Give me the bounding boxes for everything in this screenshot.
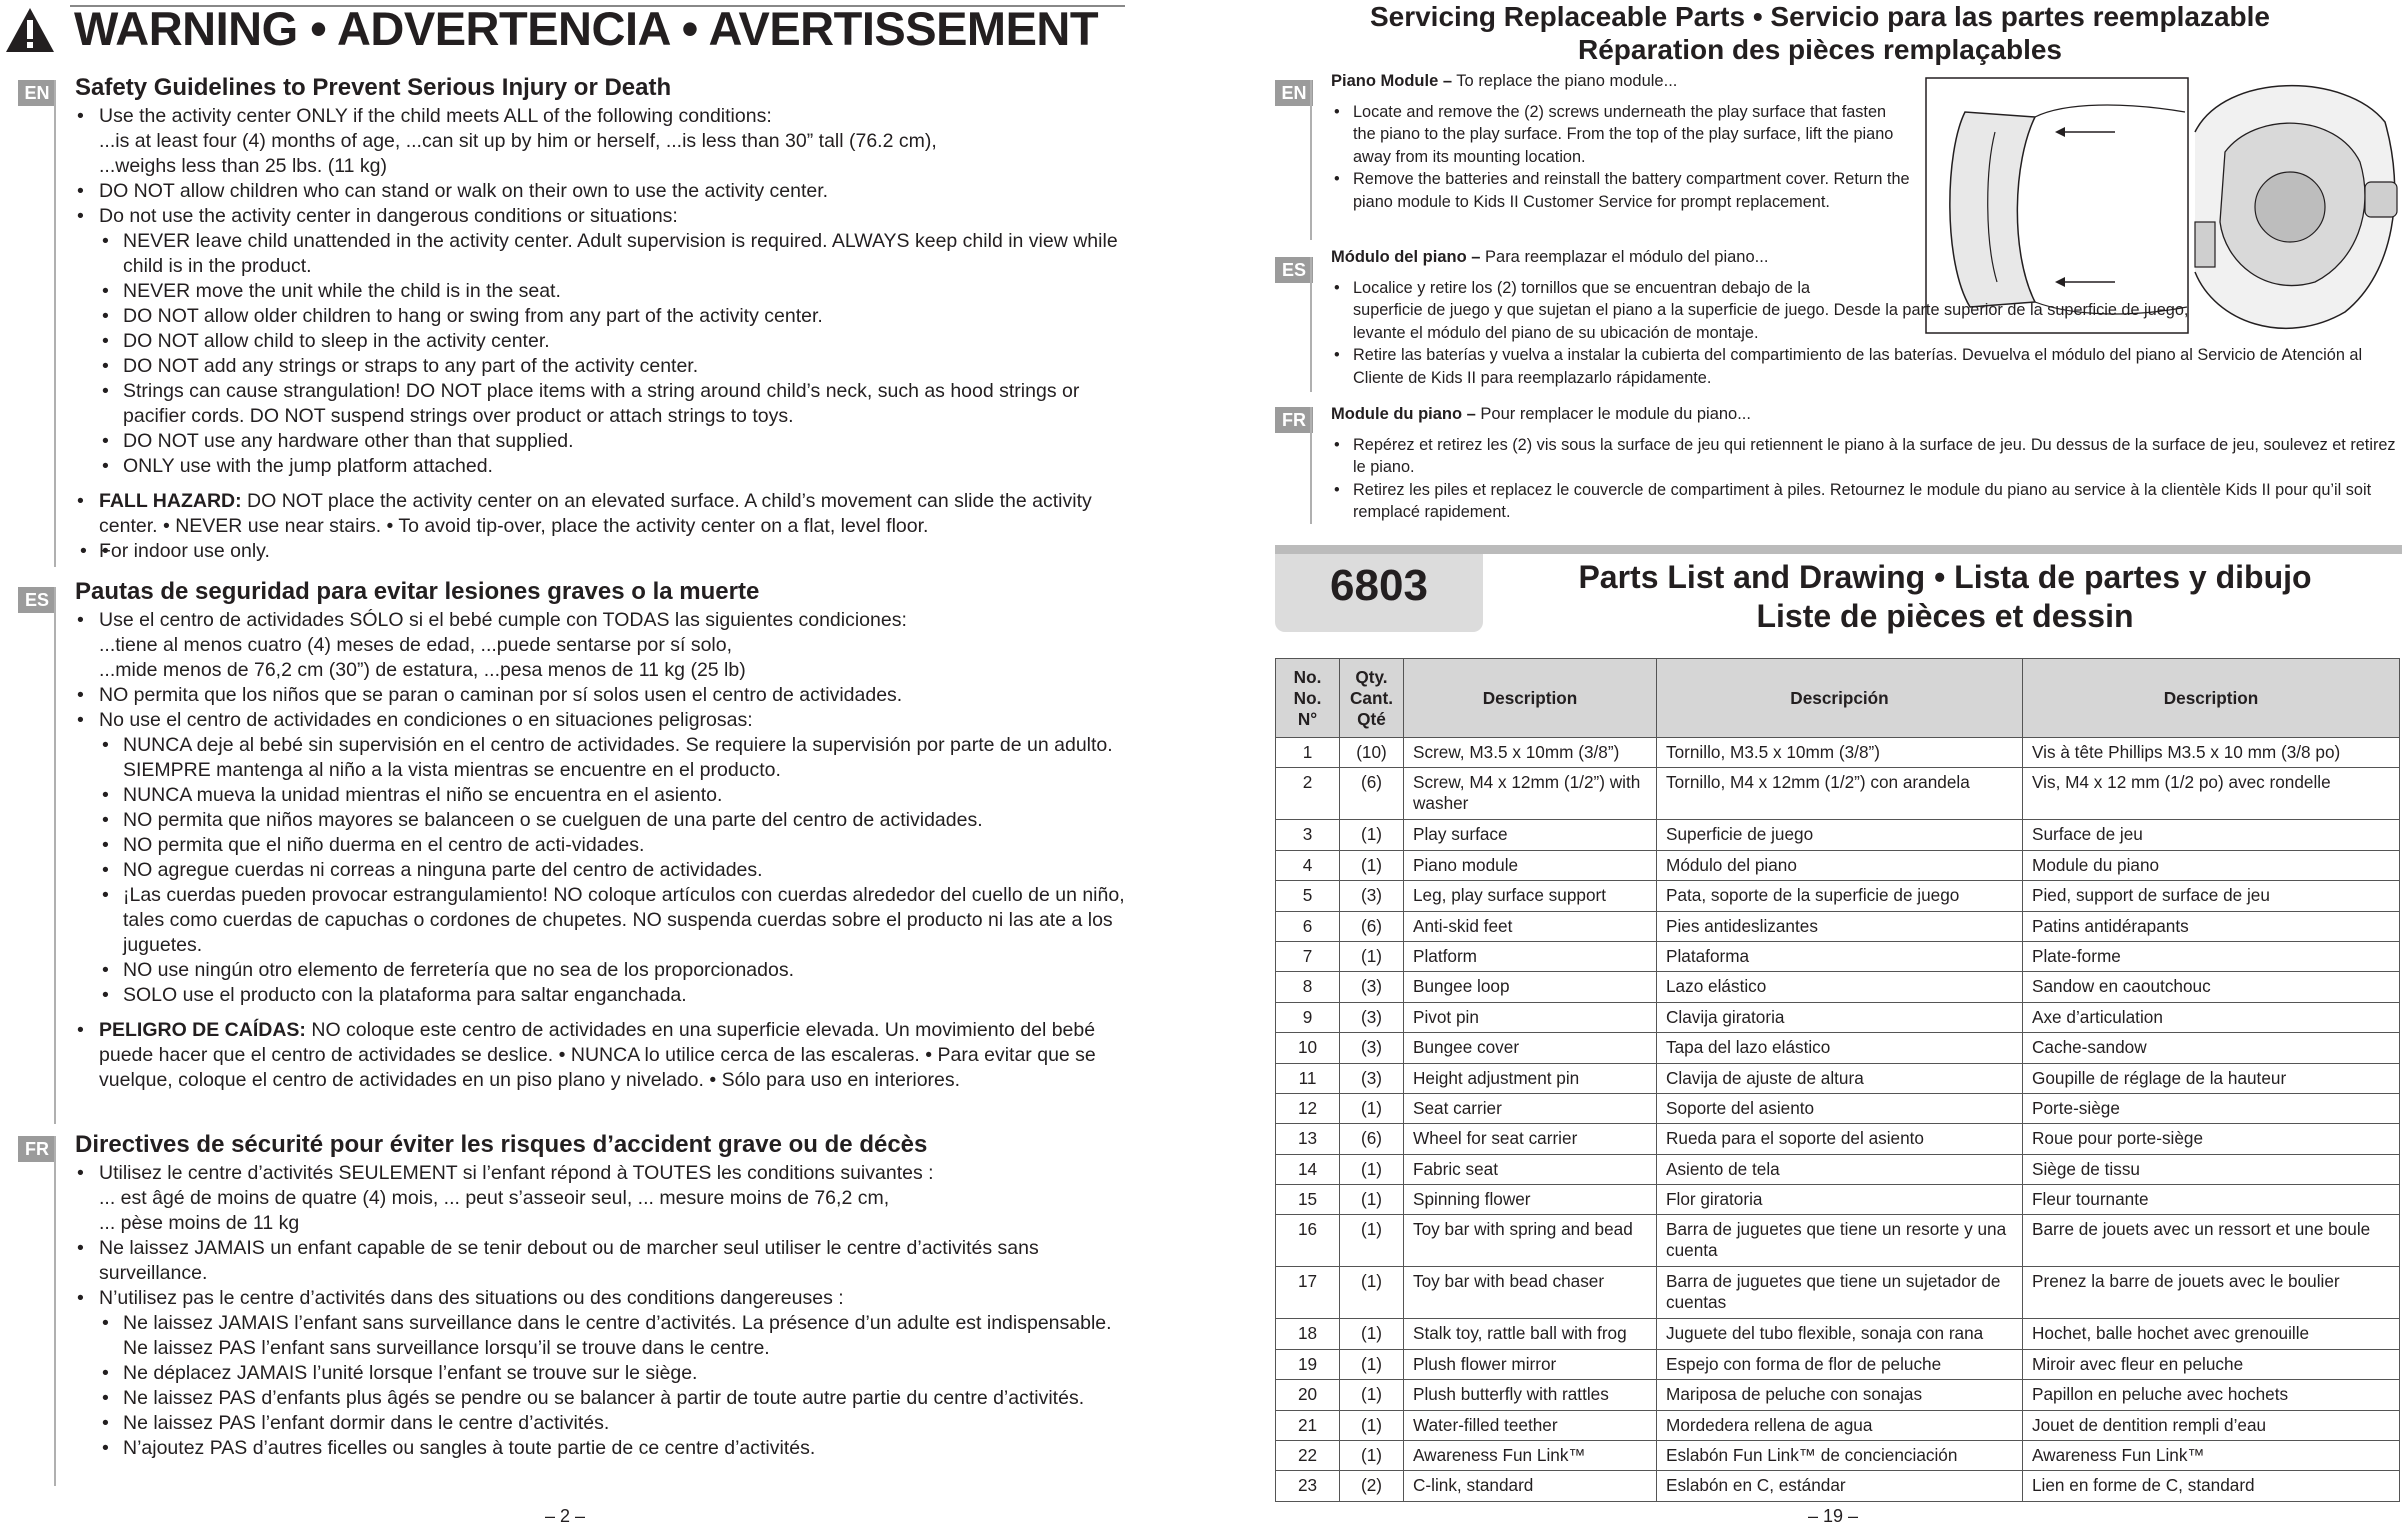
part-desc-en: Fabric seat [1404,1154,1657,1184]
part-qty: (1) [1340,1349,1404,1379]
model-number-tab: 6803 [1275,554,1483,632]
header-description-fr: Description [2023,659,2400,738]
part-desc-es: Clavija giratoria [1657,1002,2023,1032]
part-desc-en: Anti-skid feet [1404,911,1657,941]
bullet-text: • N’utilisez pas le centre d’activités dans des situations ou des conditions dangereuses : [75,1286,1135,1311]
part-number: 19 [1276,1349,1340,1379]
part-desc-es: Soporte del asiento [1657,1093,2023,1123]
part-number: 20 [1276,1380,1340,1410]
sub-bullet: • DO NOT allow older children to hang or swing from any part of the activity center. [75,304,1135,329]
part-desc-es: Tornillo, M3.5 x 10mm (3/8”) [1657,738,2023,768]
sub-bullet: • DO NOT allow child to sleep in the activity center. [75,329,1135,354]
part-number: 12 [1276,1093,1340,1123]
part-desc-es: Eslabón en C, estándar [1657,1471,2023,1501]
part-qty: (1) [1340,1410,1404,1440]
table-row [1276,1185,2400,1215]
part-number: 23 [1276,1471,1340,1501]
part-qty: (3) [1340,1033,1404,1063]
sub-bullet: • NO agregue cuerdas ni correas a ninguna parte del centro de actividades. [75,858,1135,883]
table-row [1276,1319,2400,1349]
part-qty: (1) [1340,1093,1404,1123]
part-qty: (3) [1340,972,1404,1002]
sub-bullet: • NO permita que niños mayores se balanceen o se cuelguen de una parte del centro de actividades. [75,808,1135,833]
table-row [1276,1002,2400,1032]
part-qty: (1) [1340,941,1404,971]
part-desc-fr: Prenez la barre de jouets avec le boulier [2023,1267,2400,1319]
table-row [1276,1093,2400,1123]
bullet-text: • NO permita que los niños que se paran o caminan por sí solos usen el centro de actividades. [75,683,1135,708]
part-qty: (3) [1340,881,1404,911]
part-desc-fr: Awareness Fun Link™ [2023,1441,2400,1471]
part-desc-en: Platform [1404,941,1657,971]
part-desc-es: Tapa del lazo elástico [1657,1033,2023,1063]
service-rule-fr [1310,407,1312,524]
safety-section-es [75,577,1135,1093]
part-desc-fr: Vis à tête Phillips M3.5 x 10 mm (3/8 po) [2023,738,2400,768]
page-number-right: – 19 – [1808,1506,1859,1526]
part-desc-fr: Patins antidérapants [2023,911,2400,941]
sub-bullet: • N’ajoutez PAS d’autres ficelles ou sangles à toute partie de ce centre d’activités. [75,1436,1135,1461]
part-number: 4 [1276,850,1340,880]
part-desc-fr: Barre de jouets avec un ressort et une boule [2023,1215,2400,1267]
section-heading-en: Safety Guidelines to Prevent Serious Injury or Death [75,74,672,101]
part-number: 7 [1276,941,1340,971]
safety-section-fr [75,1130,1135,1461]
part-number: 8 [1276,972,1340,1002]
header-qty: Qty. Cant. Qté [1340,659,1404,738]
part-desc-en: Plush flower mirror [1404,1349,1657,1379]
sub-bullet: • NUNCA mueva la unidad mientras el niño se encuentra en el asiento. [75,783,1135,808]
header-description-es: Descripción [1657,659,2023,738]
part-number: 15 [1276,1185,1340,1215]
part-number: 5 [1276,881,1340,911]
part-desc-en: Bungee cover [1404,1033,1657,1063]
part-number: 10 [1276,1033,1340,1063]
lang-badge-en: EN [18,80,56,106]
part-qty: (3) [1340,1063,1404,1093]
part-desc-es: Plataforma [1657,941,2023,971]
parts-table [1275,658,2400,1502]
part-desc-en: Seat carrier [1404,1093,1657,1123]
part-qty: (1) [1340,1154,1404,1184]
table-row [1276,1410,2400,1440]
part-number: 22 [1276,1441,1340,1471]
part-desc-fr: Siège de tissu [2023,1154,2400,1184]
service-bullet: • Repérez et retirez les (2) vis sous la surface de jeu qui retiennent le piano à la surface de jeu. Du dessus de la surface de jeu, soulevez et retirez le piano. [1331,434,2401,479]
part-desc-es: Tornillo, M4 x 12mm (1/2”) con arandela [1657,768,2023,820]
part-number: 13 [1276,1124,1340,1154]
indoor-note: • • For indoor use only. [75,539,1135,564]
sub-bullet: • DO NOT use any hardware other than that supplied. [75,429,1135,454]
bullet-conditions: • Use el centro de actividades SÓLO si el bebé cumple con TODAS las siguientes condiciones: ...tiene al menos cuatro (4) meses de edad, ...puede sentarse por sí solo, ...mide menos de 76,2 cm (30”) de estatura, ...pesa menos de 11 kg (25 lb) [75,608,1135,683]
part-desc-fr: Cache-sandow [2023,1033,2400,1063]
table-row [1276,1267,2400,1319]
part-desc-es: Barra de juguetes que tiene un resorte y una cuenta [1657,1215,2023,1267]
part-desc-en: Water-filled teether [1404,1410,1657,1440]
part-number: 17 [1276,1267,1340,1319]
part-desc-fr: Fleur tournante [2023,1185,2400,1215]
lang-badge-fr: FR [18,1136,56,1162]
part-desc-en: Screw, M3.5 x 10mm (3/8”) [1404,738,1657,768]
part-desc-es: Asiento de tela [1657,1154,2023,1184]
parts-list-title: Parts List and Drawing • Lista de partes y dibujo Liste de pièces et dessin [1578,559,2312,634]
table-row [1276,1471,2400,1501]
part-qty: (2) [1340,1471,1404,1501]
page-number-left: – 2 – [545,1506,586,1526]
part-desc-fr: Jouet de dentition rempli d’eau [2023,1410,2400,1440]
sub-bullet: • Strings can cause strangulation! DO NOT place items with a string around child’s neck, such as hood strings or pacifier cords. DO NOT suspend strings over product or attach strings to toys. [75,379,1135,429]
part-qty: (6) [1340,768,1404,820]
part-desc-fr: Sandow en caoutchouc [2023,972,2400,1002]
part-desc-fr: Axe d’articulation [2023,1002,2400,1032]
service-bullet: • Locate and remove the (2) screws underneath the play surface that fasten the piano to the play surface. From the top of the play surface, lift the piano away from its mounting location. [1331,101,1911,169]
section-rule-es [54,587,56,1124]
part-desc-es: Flor giratoria [1657,1185,2023,1215]
part-number: 21 [1276,1410,1340,1440]
part-number: 14 [1276,1154,1340,1184]
part-desc-fr: Roue pour porte-siège [2023,1124,2400,1154]
part-desc-en: Stalk toy, rattle ball with frog [1404,1319,1657,1349]
part-desc-fr: Goupille de réglage de la hauteur [2023,1063,2400,1093]
part-desc-fr: Module du piano [2023,850,2400,880]
service-section-es [1331,246,2391,389]
service-section-en [1331,70,1921,213]
table-row [1276,738,2400,768]
part-desc-fr: Miroir avec fleur en peluche [2023,1349,2400,1379]
table-row [1276,850,2400,880]
part-desc-fr: Vis, M4 x 12 mm (1/2 po) avec rondelle [2023,768,2400,820]
part-desc-es: Rueda para el soporte del asiento [1657,1124,2023,1154]
part-desc-en: Toy bar with bead chaser [1404,1267,1657,1319]
service-section-fr [1331,403,2401,524]
service-lang-badge-fr: FR [1275,407,1313,433]
part-qty: (3) [1340,1002,1404,1032]
part-qty: (6) [1340,1124,1404,1154]
part-desc-en: Toy bar with spring and bead [1404,1215,1657,1267]
part-number: 11 [1276,1063,1340,1093]
service-bullet: • Remove the batteries and reinstall the battery compartment cover. Return the piano module to Kids II Customer Service for prompt replacement. [1331,168,1911,213]
part-number: 2 [1276,768,1340,820]
part-desc-es: Clavija de ajuste de altura [1657,1063,2023,1093]
service-bullet: • Retire las baterías y vuelva a instalar la cubierta del compartimiento de las baterías. Devuelva el módulo del piano al Servicio de Atención al Cliente de Kids II para reemplazarlo rápidamente. [1331,344,2391,389]
part-desc-fr: Plate-forme [2023,941,2400,971]
table-row [1276,1441,2400,1471]
part-desc-en: Wheel for seat carrier [1404,1124,1657,1154]
table-row [1276,768,2400,820]
warning-triangle-icon [4,6,56,54]
sub-bullet: • NEVER move the unit while the child is in the seat. [75,279,1135,304]
service-bullet: • Retirez les piles et replacez le couvercle de compartiment à piles. Retournez le module du piano au service à la clientèle Kids II pour qu’il soit remplacé rapidement. [1331,479,2401,524]
part-desc-es: Módulo del piano [1657,850,2023,880]
bullet-text: • Ne laissez JAMAIS un enfant capable de se tenir debout ou de marcher seul utiliser le centre d’activités sans surveillance. [75,1236,1135,1286]
part-desc-es: Mordedera rellena de agua [1657,1410,2023,1440]
table-row [1276,1215,2400,1267]
part-desc-es: Pies antideslizantes [1657,911,2023,941]
part-desc-en: Piano module [1404,850,1657,880]
part-desc-fr: Lien en forme de C, standard [2023,1471,2400,1501]
sub-bullet: • NUNCA deje al bebé sin supervisión en el centro de actividades. Se requiere la supervisión por parte de un adulto. SIEMPRE mantenga al niño a la vista mientras se encuentre en el producto. [75,733,1135,783]
sub-bullet: • Ne déplacez JAMAIS l’unité lorsque l’enfant se trouve sur le siège. [75,1361,1135,1386]
bullet-text: • No use el centro de actividades en condiciones o en situaciones peligrosas: [75,708,1135,733]
part-qty: (1) [1340,1319,1404,1349]
part-desc-es: Juguete del tubo flexible, sonaja con rana [1657,1319,2023,1349]
table-row [1276,972,2400,1002]
part-qty: (6) [1340,911,1404,941]
service-lang-badge-es: ES [1275,257,1313,283]
part-desc-es: Barra de juguetes que tiene un sujetador de cuentas [1657,1267,2023,1319]
section-heading-es: Pautas de seguridad para evitar lesiones graves o la muerte [75,578,760,605]
service-rule-en [1310,80,1312,240]
header-description-en: Description [1404,659,1657,738]
bullet-conditions: • Use the activity center ONLY if the child meets ALL of the following conditions: ...is at least four (4) months of age, ...can sit up by him or herself, ...is less than 30” tall (76.2 cm), ...weighs less than 25 lbs. (11 kg) [75,104,1135,179]
part-desc-en: Spinning flower [1404,1185,1657,1215]
table-row [1276,911,2400,941]
sub-bullet: • Ne laissez JAMAIS l’enfant sans surveillance dans le centre d’activités. La présence d’un adulte est indispensable. Ne laissez PAS l’enfant sans surveillance lorsqu’il se trouve dans le centre. [75,1311,1135,1361]
table-row [1276,1033,2400,1063]
bullet-text: • Do not use the activity center in dangerous conditions or situations: [75,204,1135,229]
part-desc-en: Bungee loop [1404,972,1657,1002]
table-row [1276,941,2400,971]
part-number: 6 [1276,911,1340,941]
service-heading-en: Piano Module – To replace the piano module... [1331,72,1678,90]
part-desc-es: Pata, soporte de la superficie de juego [1657,881,2023,911]
part-number: 3 [1276,820,1340,850]
table-row [1276,881,2400,911]
part-desc-en: C-link, standard [1404,1471,1657,1501]
sub-bullet: • NEVER leave child unattended in the activity center. Adult supervision is required. ALWAYS keep child in view while child is in the product. [75,229,1135,279]
bullet-text: • DO NOT allow children who can stand or walk on their own to use the activity center. [75,179,1135,204]
service-heading-fr: Module du piano – Pour remplacer le module du piano... [1331,405,1751,423]
table-row [1276,1063,2400,1093]
part-number: 18 [1276,1319,1340,1349]
parts-table-header [1276,659,2400,738]
service-heading-es: Módulo del piano – Para reemplazar el módulo del piano... [1331,248,1769,266]
part-desc-en: Play surface [1404,820,1657,850]
fall-hazard: • FALL HAZARD: DO NOT place the activity center on an elevated surface. A child’s movement can slide the activity center. • NEVER use near stairs. • To avoid tip-over, place the activity center on a flat, level floor. [75,489,1135,539]
sub-bullet: • DO NOT add any strings or straps to any part of the activity center. [75,354,1135,379]
part-desc-es: Lazo elástico [1657,972,2023,1002]
part-desc-en: Height adjustment pin [1404,1063,1657,1093]
part-desc-es: Eslabón Fun Link™ de concienciación [1657,1441,2023,1471]
sub-bullet: • SOLO use el producto con la plataforma para saltar enganchada. [75,983,1135,1008]
section-heading-fr: Directives de sécurité pour éviter les risques d’accident grave ou de décès [75,1131,928,1158]
part-qty: (1) [1340,1185,1404,1215]
part-qty: (1) [1340,1441,1404,1471]
service-lang-badge-en: EN [1275,80,1313,106]
fall-hazard: • PELIGRO DE CAÍDAS: NO coloque este centro de actividades en una superficie elevada. Un movimiento del bebé puede hacer que el centro de actividades se deslice. • NUNCA lo utilice cerca de las escaleras. • Para evitar que se vuelque, coloque el centro de actividades en un piso plano y nivelado. • Sólo para uso en interiores. [75,1018,1135,1093]
part-desc-en: Leg, play surface support [1404,881,1657,911]
sub-bullet: • ¡Las cuerdas pueden provocar estrangulamiento! NO coloque artículos con cuerdas alrededor del cuello de un niño, tales como cuerdas de capuchas o cordones de chupetes. NO suspenda cuerdas sobre el producto ni las ate a los juguetes. [75,883,1135,958]
part-desc-es: Mariposa de peluche con sonajas [1657,1380,2023,1410]
section-rule-en [54,80,56,567]
part-desc-en: Screw, M4 x 12mm (1/2”) with washer [1404,768,1657,820]
part-qty: (1) [1340,1267,1404,1319]
part-desc-en: Pivot pin [1404,1002,1657,1032]
section-rule-fr [54,1136,56,1486]
part-desc-es: Superficie de juego [1657,820,2023,850]
part-desc-fr: Surface de jeu [2023,820,2400,850]
table-row [1276,1349,2400,1379]
sub-bullet: • Ne laissez PAS l’enfant dormir dans le centre d’activités. [75,1411,1135,1436]
table-row [1276,820,2400,850]
safety-section-en [75,73,1135,564]
part-desc-es: Espejo con forma de flor de peluche [1657,1349,2023,1379]
table-row [1276,1124,2400,1154]
part-desc-en: Plush butterfly with rattles [1404,1380,1657,1410]
part-number: 16 [1276,1215,1340,1267]
warning-title: WARNING • ADVERTENCIA • AVERTISSEMENT [74,2,1099,55]
header-no: No. No. N° [1276,659,1340,738]
part-number: 9 [1276,1002,1340,1032]
servicing-title: Servicing Replaceable Parts • Servicio para las partes reemplazable Réparation des pièces remplaçables [1369,1,2271,65]
sub-bullet: • Ne laissez PAS d’enfants plus âgés se pendre ou se balancer à partir de toute autre partie du centre d’activités. [75,1386,1135,1411]
part-desc-fr: Hochet, balle hochet avec grenouille [2023,1319,2400,1349]
part-qty: (1) [1340,1215,1404,1267]
bullet-conditions: • Utilisez le centre d’activités SEULEMENT si l’enfant répond à TOUTES les conditions suivantes : ... est âgé de moins de quatre (4) mois, ... peut s’asseoir seul, ... mesure moins de 76,2 cm, ... pèse moins de 11 kg [75,1161,1135,1236]
part-qty: (10) [1340,738,1404,768]
sub-bullet: • NO permita que el niño duerma en el centro de acti-vidades. [75,833,1135,858]
part-number: 1 [1276,738,1340,768]
part-desc-en: Awareness Fun Link™ [1404,1441,1657,1471]
lang-badge-es: ES [18,587,56,613]
sub-bullet: • ONLY use with the jump platform attached. [75,454,1135,479]
section-separator [1275,545,2402,554]
service-bullet: • Localice y retire los (2) tornillos que se encuentran debajo de la superficie de juego y que sujetan el piano a la superficie de juego. Desde la parte superior de la superficie de juego, levante el módulo del piano de su ubicación de montaje. [1331,277,2391,345]
sub-bullet: • NO use ningún otro elemento de ferretería que no sea de los proporcionados. [75,958,1135,983]
table-row [1276,1154,2400,1184]
service-rule-es [1310,257,1312,392]
part-qty: (1) [1340,850,1404,880]
part-qty: (1) [1340,820,1404,850]
part-desc-fr: Papillon en peluche avec hochets [2023,1380,2400,1410]
table-row [1276,1380,2400,1410]
part-desc-fr: Porte-siège [2023,1093,2400,1123]
part-qty: (1) [1340,1380,1404,1410]
part-desc-fr: Pied, support de surface de jeu [2023,881,2400,911]
